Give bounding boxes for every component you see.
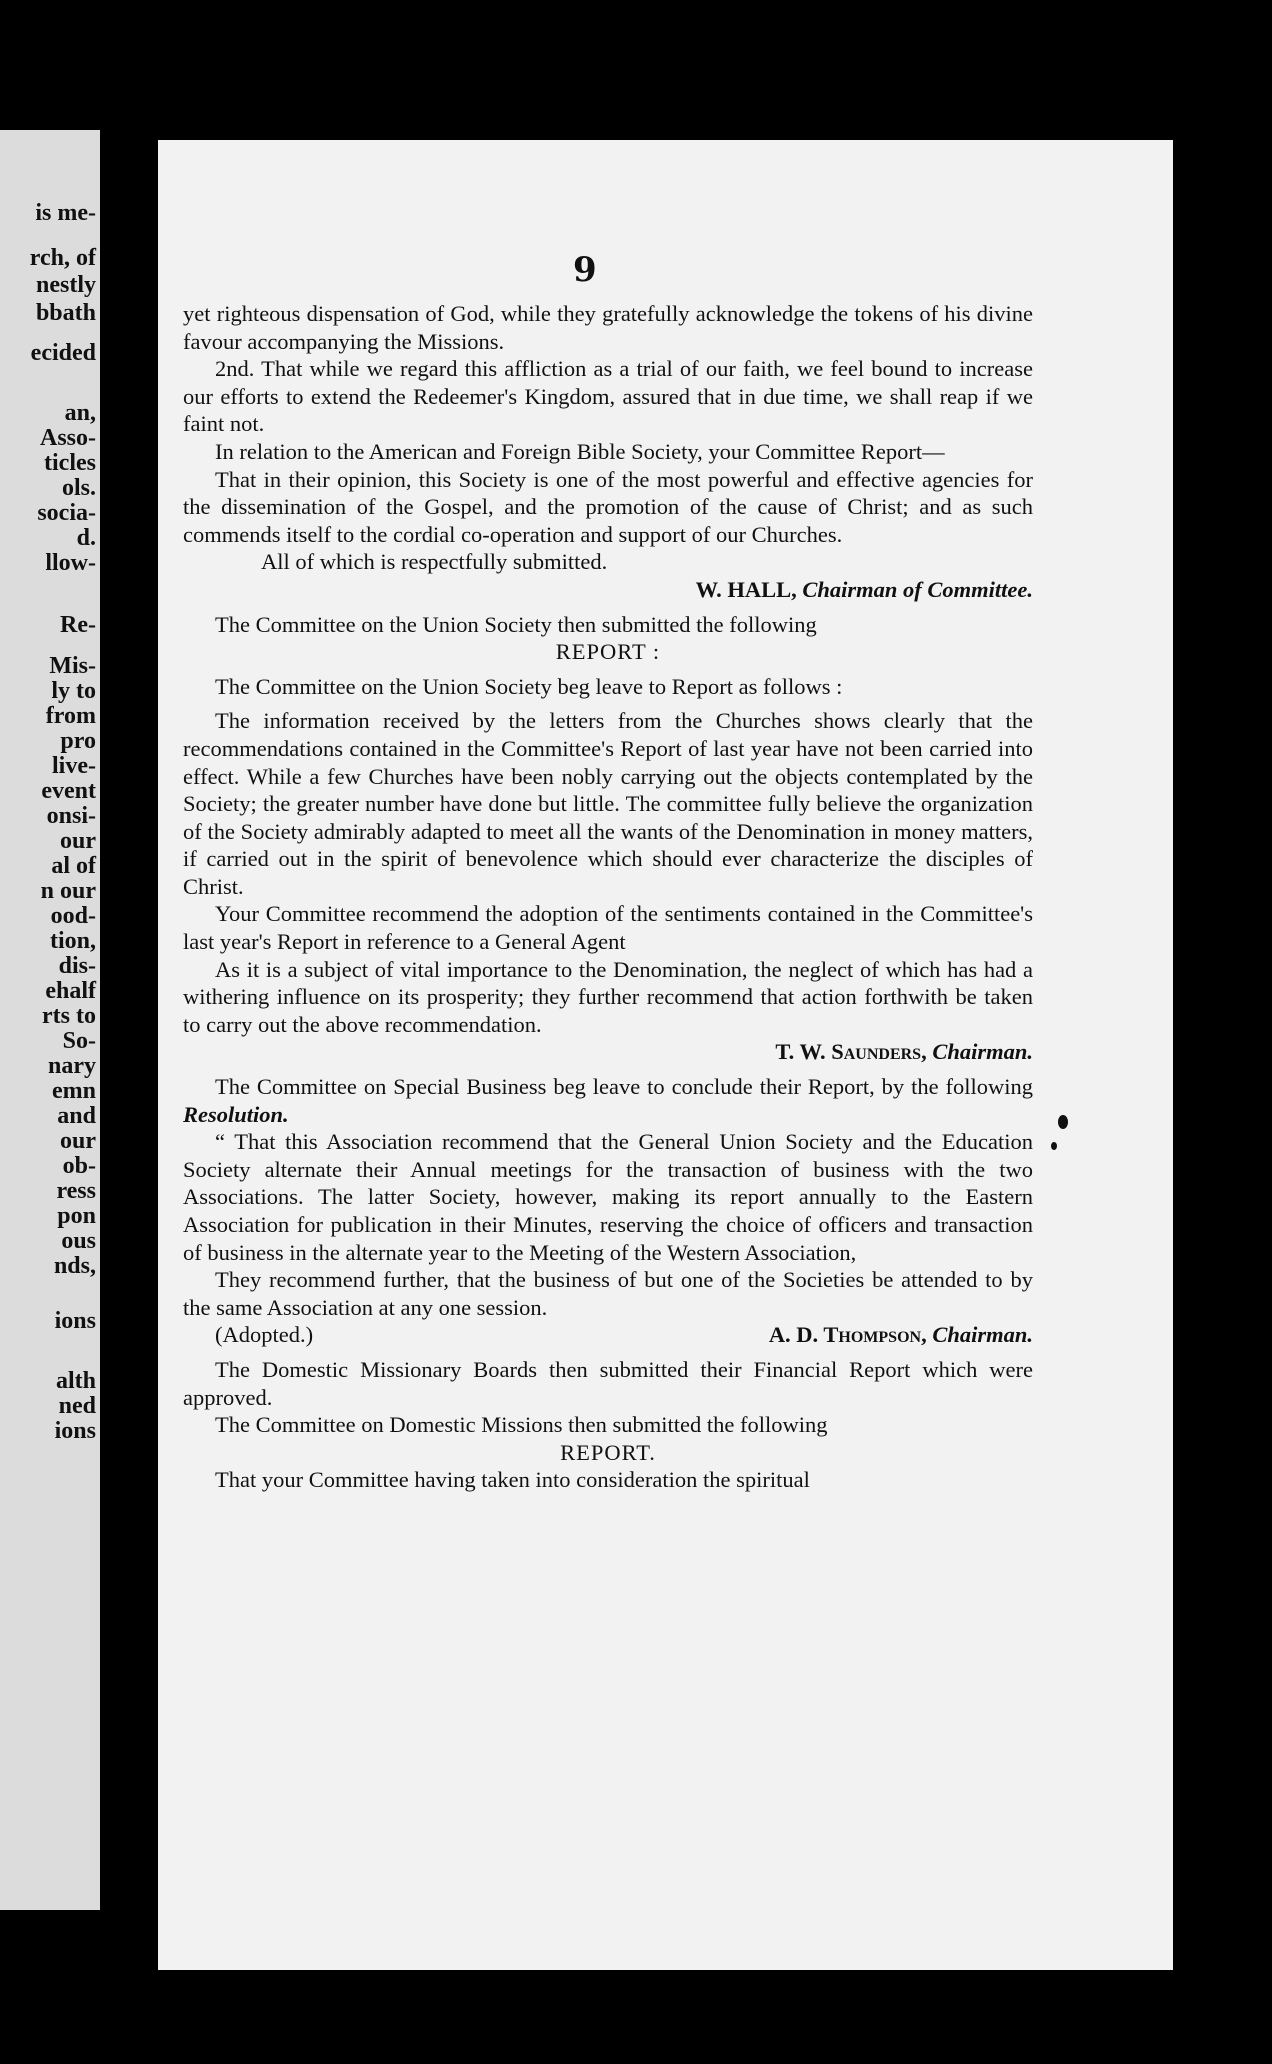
- paragraph: In relation to the American and Foreign Bible Society, your Committee Report—: [215, 438, 945, 464]
- ink-blot: [1058, 1115, 1068, 1129]
- signature-title: Chairman.: [932, 1039, 1033, 1065]
- signature-block: [769, 1321, 1033, 1349]
- signature-name: W. HALL,: [695, 576, 797, 602]
- paragraph: [183, 1073, 1033, 1128]
- left-page-fragment: ecided: [30, 340, 96, 366]
- left-page-fragment: ob-: [62, 1153, 96, 1179]
- left-page-fragment: from: [45, 703, 96, 729]
- left-page-fragment: and: [57, 1103, 96, 1129]
- left-page-edge: [0, 130, 100, 1910]
- submission-line: All of which is respectfully submitted.: [261, 549, 608, 575]
- left-page-fragment: rts to: [42, 1003, 96, 1029]
- left-page-fragment: llow-: [45, 550, 96, 576]
- paragraph: The Committee on the Union Society then submitted the following: [215, 611, 817, 637]
- resolution-text: “ That this Association recommend that the General Union Society and the Education Society alternate their Annual meetings for the transaction of business with the two Associations. The latter Society, however, making its report annually to the Eastern Association for publication in their Minutes, reserving the choice of officers and transaction of business in the alternate year to the Meeting of the Western Association,: [183, 1129, 1033, 1265]
- left-page-fragment: ned: [58, 1393, 96, 1419]
- paragraph: The Committee on Domestic Missions then submitted the following: [215, 1412, 828, 1438]
- page-body: [183, 300, 1033, 1494]
- left-page-fragment: dis-: [58, 953, 96, 979]
- paragraph: Your Committee recommend the adoption of the sentiments contained in the Committee's last year's Report in reference to a General Agent: [183, 901, 1033, 955]
- report-heading: REPORT.: [560, 1439, 656, 1465]
- left-page-fragment: onsi-: [46, 803, 96, 829]
- left-page-fragment: event: [41, 778, 96, 804]
- left-page-fragment: emn: [52, 1078, 96, 1104]
- left-page-fragment: bbath: [35, 300, 96, 326]
- report-heading: REPORT :: [555, 639, 661, 665]
- left-page-fragment: Mis-: [49, 653, 96, 679]
- left-page-fragment: ous: [61, 1228, 96, 1254]
- signature-name: A. D. Thompson,: [768, 1322, 927, 1348]
- paragraph: yet righteous dispensation of God, while they gratefully acknowledge the tokens of his divine favour accompanying the Missions.: [183, 301, 1033, 354]
- left-page-fragment: Asso-: [39, 425, 96, 451]
- ink-blot: [1051, 1142, 1057, 1150]
- signature-saunders: [183, 1038, 1033, 1066]
- paragraph: That in their opinion, this Society is one of the most powerful and effective agencies for the dissemination of the Gospel, and the promotion of the cause of Christ; and as such commends itself to the cordial co-operation and support of our Churches.: [183, 466, 1033, 547]
- left-page-fragment: our: [60, 828, 96, 854]
- left-page-fragment: live-: [52, 753, 96, 779]
- signature-thompson: [183, 1321, 1033, 1349]
- paragraph: The Domestic Missionary Boards then submitted their Financial Report which were approved.: [183, 1356, 1033, 1410]
- signature-hall: [183, 576, 1033, 604]
- left-page-fragment: socia-: [37, 500, 96, 526]
- left-page-fragment: is me-: [35, 200, 96, 226]
- paragraph-text: The Committee on Special Business beg leave to conclude their Report, by the following: [215, 1074, 1033, 1100]
- left-page-fragment: ions: [54, 1418, 96, 1444]
- left-page-fragment: nestly: [36, 272, 96, 298]
- signature-title: Chairman.: [932, 1322, 1033, 1348]
- left-page-fragment: ehalf: [45, 978, 96, 1004]
- left-page-fragment: pon: [57, 1203, 96, 1229]
- left-page-fragment: d.: [76, 525, 96, 551]
- paragraph: The Committee on the Union Society beg leave to Report as follows :: [215, 673, 843, 699]
- left-page-fragment: an,: [64, 400, 96, 426]
- left-page-fragment: ly to: [51, 678, 96, 704]
- left-page-fragment: So-: [62, 1028, 96, 1054]
- resolution-label: Resolution.: [183, 1101, 289, 1127]
- adopted-note: (Adopted.): [215, 1322, 314, 1348]
- left-page-fragment: pro: [60, 728, 96, 754]
- left-page-fragment: nds,: [53, 1253, 96, 1279]
- signature-title: Chairman of Committee.: [802, 576, 1033, 602]
- left-page-fragment: tion,: [49, 928, 96, 954]
- left-page-fragment: Re-: [60, 612, 96, 638]
- left-page-fragment: our: [60, 1128, 96, 1154]
- left-page-fragment: rch, of: [29, 245, 96, 271]
- signature-name: T. W. Saunders,: [775, 1039, 927, 1065]
- left-page-fragment: ress: [56, 1178, 96, 1204]
- left-page-fragment: ions: [54, 1308, 96, 1334]
- paragraph: 2nd. That while we regard this affliction as a trial of our faith, we feel bound to increase our efforts to extend the Redeemer's Kingdom, assured that in due time, we shall reap if we faint not.: [183, 356, 1033, 437]
- paragraph: The information received by the letters from the Churches shows clearly that the recommendations contained in the Committee's Report of last year have not been carried into effect. While a few Churches have been nobly carrying out the objects contemplated by the Society; the greater number have done but little. The committee fully believe the organization of the Society admirably adapted to meet all the wants of the Denomination in money matters, if carried out in the spirit of benevolence which should ever characterize the disciples of Christ.: [183, 708, 1033, 899]
- page-number: 9: [573, 250, 597, 290]
- paragraph: That your Committee having taken into consideration the spiritual: [215, 1467, 810, 1493]
- left-page-fragment: nary: [48, 1053, 96, 1079]
- left-page-fragment: ood-: [50, 903, 96, 929]
- paragraph: As it is a subject of vital importance to the Denomination, the neglect of which has had a withering influence on its prosperity; they further recommend that action forthwith be taken to carry out the above recommendation.: [183, 956, 1033, 1037]
- left-page-fragment: ols.: [61, 475, 96, 501]
- left-page-fragment: al of: [51, 853, 96, 879]
- left-page-fragment: n our: [40, 878, 96, 904]
- left-page-fragment: ticles: [44, 450, 96, 476]
- document-page: [158, 140, 1173, 1970]
- left-page-fragment: alth: [55, 1368, 96, 1394]
- paragraph: They recommend further, that the business of but one of the Societies be attended to by the same Association at any one session.: [183, 1267, 1033, 1320]
